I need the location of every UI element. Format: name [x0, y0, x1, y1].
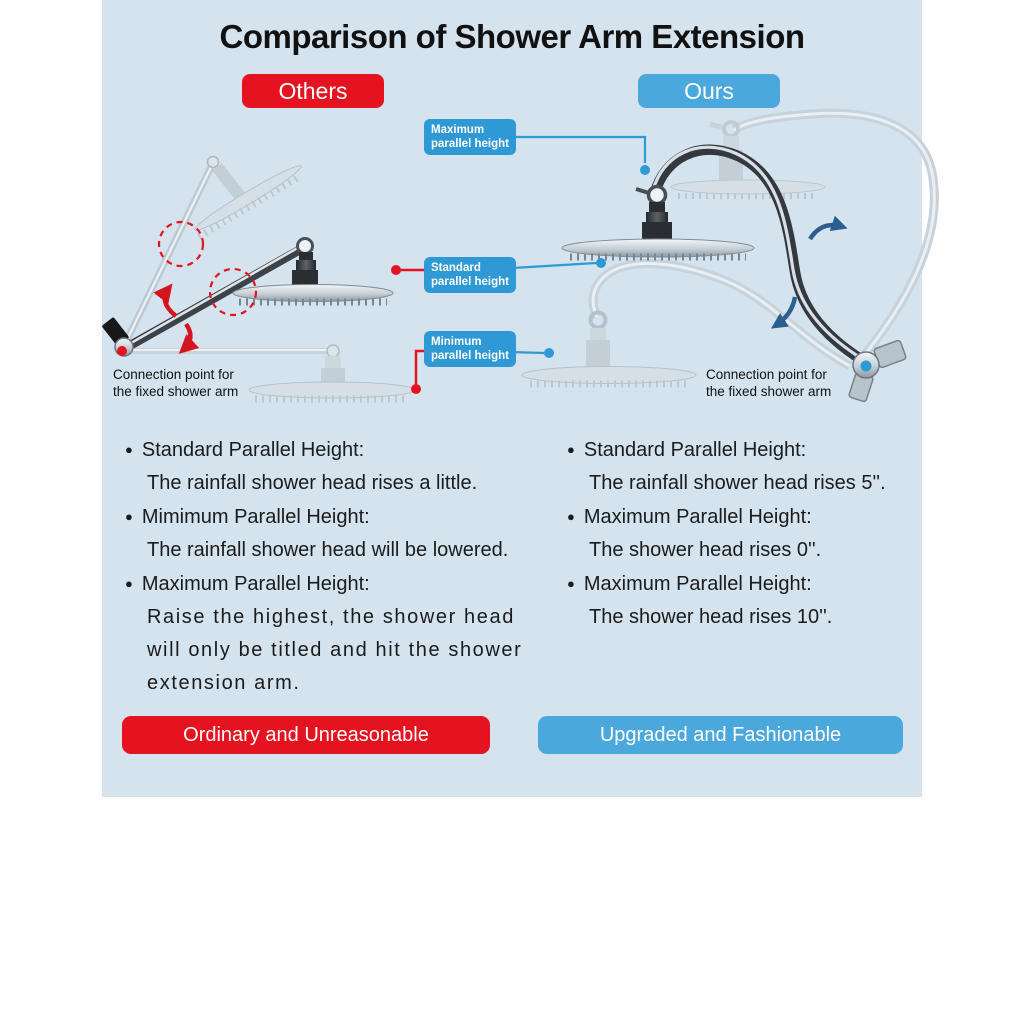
callout-maximum-parallel-height	[424, 119, 516, 155]
list-item-heading	[125, 567, 575, 601]
note-line: the fixed shower arm	[113, 384, 239, 399]
ghost-top-head	[671, 180, 825, 194]
bullet-icon: ●	[125, 576, 133, 591]
bullet-icon: ●	[567, 509, 575, 524]
others-feature-list	[125, 433, 575, 700]
note-line: Connection point for	[706, 367, 827, 382]
list-item-body: The rainfall shower head will be lowered.	[147, 539, 509, 561]
callout-standard-parallel-height	[424, 257, 516, 293]
list-item-heading	[567, 433, 927, 467]
ours-feature-list	[567, 433, 927, 634]
red-connection-dot	[117, 346, 127, 356]
heading-text: Mimimum Parallel Height:	[141, 506, 370, 528]
ours-connection-note	[706, 366, 831, 400]
list-item-body: The shower head rises 10''.	[589, 606, 833, 628]
list-item-body: extension arm.	[147, 672, 301, 694]
list-item-heading	[125, 433, 575, 467]
list-item-heading	[567, 567, 927, 601]
callout-line: parallel height	[431, 276, 509, 288]
callout-line: Standard	[431, 262, 481, 274]
bullet-icon: ●	[125, 442, 133, 457]
bullet-icon: ●	[125, 509, 133, 524]
list-item-heading	[567, 500, 927, 534]
callout-line: Maximum	[431, 124, 485, 136]
callout-line: Minimum	[431, 336, 482, 348]
heading-text: Maximum Parallel Height:	[141, 573, 370, 595]
callout-line: parallel height	[431, 350, 509, 362]
ours-verdict-banner: Upgraded and Fashionable	[538, 716, 903, 754]
heading-text: Maximum Parallel Height:	[583, 506, 812, 528]
list-item-body: The shower head rises 0''.	[589, 539, 822, 561]
bullet-icon: ●	[567, 442, 575, 457]
red-rotate-arrow	[183, 324, 190, 350]
heading-text: Standard Parallel Height:	[141, 439, 365, 461]
list-item-body: The rainfall shower head rises a little.	[147, 472, 478, 494]
red-rotate-arrow	[165, 288, 176, 316]
others-shower-arm-diagram	[102, 157, 415, 400]
callout-line: parallel height	[431, 138, 509, 150]
page-title: Comparison of Shower Arm Extension	[219, 18, 805, 55]
red-callout-connectors	[391, 265, 424, 394]
others-verdict-banner: Ordinary and Unreasonable	[122, 716, 490, 754]
note-line: the fixed shower arm	[706, 384, 832, 399]
heading-text: Standard Parallel Height:	[583, 439, 807, 461]
heading-text: Maximum Parallel Height:	[583, 573, 812, 595]
list-item-body: The rainfall shower head rises 5''.	[589, 472, 886, 494]
list-item-body: will only be titled and hit the shower	[147, 639, 523, 661]
ours-shower-arm-diagram	[522, 113, 934, 402]
bullet-icon: ●	[567, 576, 575, 591]
note-line: Connection point for	[113, 367, 234, 382]
list-item-body: Raise the highest, the shower head	[147, 606, 515, 628]
list-item-heading	[125, 500, 575, 534]
ours-badge: Ours	[638, 74, 780, 108]
others-connection-note	[113, 366, 238, 400]
blue-connection-dot	[861, 361, 872, 372]
others-badge: Others	[242, 74, 384, 108]
callout-minimum-parallel-height	[424, 331, 516, 367]
blue-rotate-arrow	[810, 225, 843, 239]
